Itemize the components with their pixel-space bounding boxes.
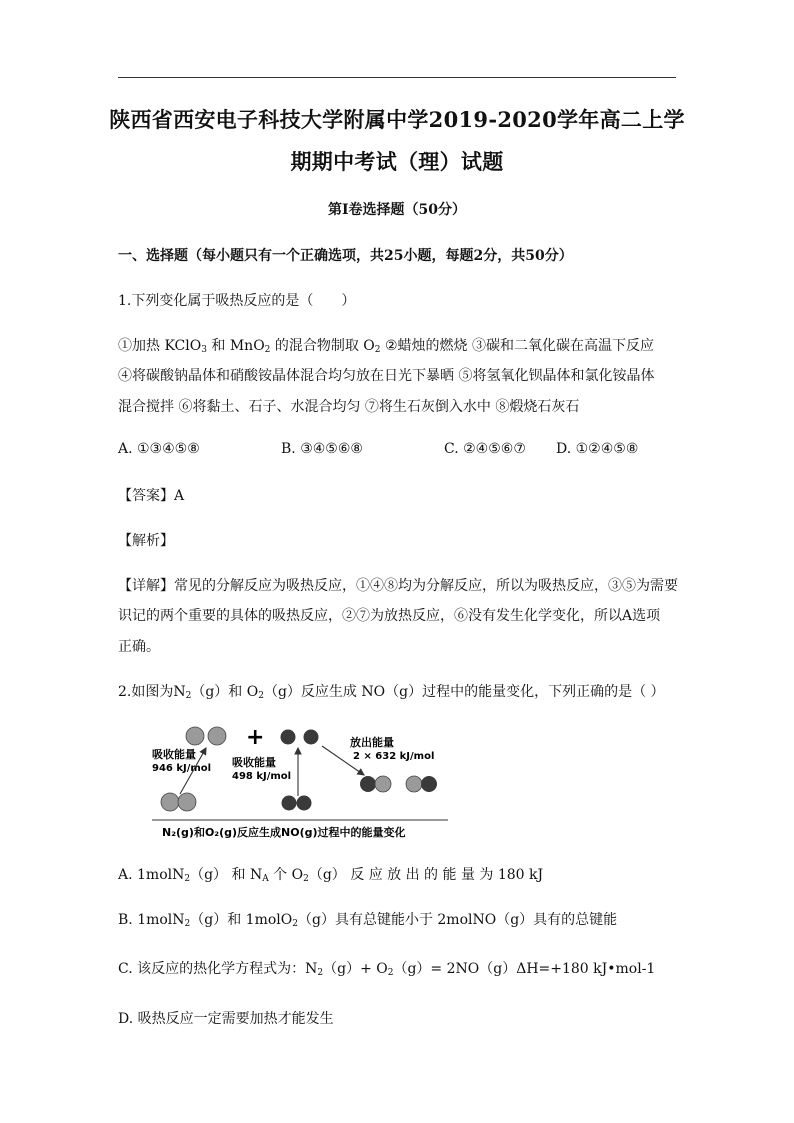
q2-option-a: A. 1molN$_2$（g） 和 $N_A$ 个 $O_2(g)$ 反 应 放 出 的 能 量 为 180 kJ	[118, 867, 544, 884]
plus-sign: +	[246, 725, 265, 750]
absorb2-value: 498 kJ/mol	[232, 771, 292, 782]
n2-molecule-icon	[178, 793, 196, 811]
q2-option-c: C. 该反应的热化学方程式为：$N_2(g)+ O_2(g)= 2NO(g)\Delta H=+180$ kJ•mol-1	[118, 961, 656, 978]
q1-stem: 1.下列变化属于吸热反应的是（ ）	[118, 293, 356, 309]
q2-stem: 2.如图为$N_2(g)$和 $O_2(g)$反应生成 NO（g）过程中的能量变化，下列正确的是（ ）	[118, 684, 665, 701]
section-heading: 第Ⅰ卷选择题（50分）	[327, 202, 467, 218]
absorb1-value: 946 kJ/mol	[152, 763, 212, 774]
n-atom-icon	[208, 727, 226, 745]
release-value: 2 × 632 kJ/mol	[353, 751, 435, 762]
n2-molecule-icon	[161, 793, 179, 811]
q1-option-a: A. ①③④⑤⑧	[118, 441, 200, 457]
q1-option-c: C. ②④⑤⑥⑦	[444, 441, 526, 457]
q1-answer: 【答案】A	[118, 488, 185, 504]
q1-items-line3: 混合搅拌 ⑥将黏土、石子、水混合均匀 ⑦将生石灰倒入水中 ⑧煅烧石灰石	[118, 399, 580, 415]
no-molecule-icon	[421, 776, 437, 792]
q1-option-d: D. ①②④⑤⑧	[556, 441, 639, 457]
energy-change-diagram	[150, 720, 450, 840]
n-atom-icon	[186, 727, 204, 745]
o2-molecule-icon	[282, 796, 297, 811]
q1-detail-line2: 识记的两个重要的具体的吸热反应，②⑦为放热反应，⑥没有发生化学变化，所以A选项	[118, 608, 661, 624]
q1-analysis-label: 【解析】	[118, 533, 174, 549]
o-atom-icon	[281, 730, 296, 745]
doc-title-line2: 期期中考试（理）试题	[290, 149, 504, 174]
o-atom-icon	[304, 730, 319, 745]
diagram-caption: N₂(g)和O₂(g)反应生成NO(g)过程中的能量变化	[162, 826, 406, 839]
part-heading: 一、选择题（每小题只有一个正确选项，共25小题，每题2分，共50分）	[118, 248, 573, 264]
q1-detail-line3: 正确。	[118, 639, 160, 655]
q2-option-d: D. 吸热反应一定需要加热才能发生	[118, 1011, 334, 1027]
q1-items-line2: ④将碳酸钠晶体和硝酸铵晶体混合均匀放在日光下暴晒 ⑤将氢氧化钡晶体和氯化铵晶体	[118, 368, 655, 384]
doc-title-line1: 陕西省西安电子科技大学附属中学2019-2020学年高二上学	[109, 107, 685, 132]
q1-option-b: B. ③④⑤⑥⑧	[281, 441, 363, 457]
release-label: 放出能量	[350, 736, 394, 749]
header-rule	[118, 77, 676, 78]
q2-option-b: B. 1molN$_2$（g）和 1molO$_2$（g）具有总键能小于 2molNO（g）具有的总键能	[118, 912, 618, 929]
q1-detail-line1: 【详解】常见的分解反应为吸热反应，①④⑧均为分解反应，所以为吸热反应，③⑤为需要	[118, 578, 678, 594]
absorb1-label: 吸收能量	[152, 748, 196, 761]
no-molecule-icon	[360, 776, 376, 792]
q1-items-line1: ①加热 KClO$_3$ 和 MnO$_2$ 的混合物制取 $O_2$ ②蜡烛的燃烧 ③碳和二氧化碳在高温下反应	[118, 338, 654, 355]
absorb2-label: 吸收能量	[232, 756, 276, 769]
no-molecule-icon	[375, 776, 391, 792]
no-molecule-icon	[406, 776, 422, 792]
o2-molecule-icon	[297, 796, 312, 811]
